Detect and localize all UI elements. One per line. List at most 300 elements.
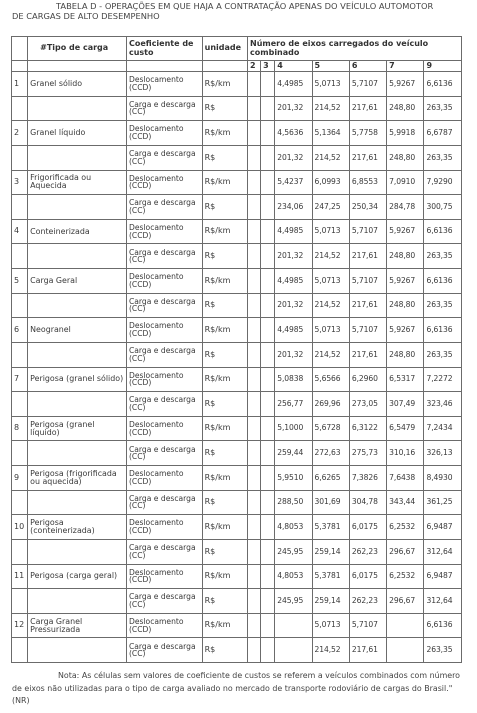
value-cell: 217,61	[349, 638, 386, 663]
value-cell: 248,80	[387, 244, 424, 269]
value-cell	[248, 244, 261, 269]
value-cell: 248,80	[387, 96, 424, 121]
value-cell: 6,6136	[424, 269, 462, 294]
row-number: 9	[12, 466, 28, 491]
value-cell: 310,16	[387, 441, 424, 466]
value-cell: 201,32	[275, 342, 312, 367]
table-row	[12, 145, 462, 170]
value-cell	[261, 367, 275, 392]
cargo-type	[28, 342, 127, 367]
value-cell	[261, 441, 275, 466]
value-cell	[261, 564, 275, 589]
value-cell: 5,9267	[387, 72, 424, 97]
cost-coefficient: Carga e descarga (CC)	[126, 96, 202, 121]
header-eixos: Número de eixos carregados do veículo combinado	[248, 37, 462, 61]
value-cell: 259,14	[312, 539, 349, 564]
value-cell	[261, 170, 275, 195]
value-cell: 262,23	[349, 539, 386, 564]
header-unidade: unidade	[202, 37, 247, 61]
table-row	[12, 219, 462, 244]
value-cell: 8,4930	[424, 466, 462, 491]
cost-coefficient: Deslocamento (CCD)	[126, 269, 202, 294]
value-cell: 5,0713	[312, 613, 349, 638]
value-cell: 6,6136	[424, 318, 462, 343]
row-number	[12, 490, 28, 515]
value-cell: 6,6136	[424, 219, 462, 244]
table-note	[12, 670, 468, 708]
table-body	[12, 72, 462, 663]
unit: R$	[202, 96, 247, 121]
value-cell: 201,32	[275, 96, 312, 121]
axle-header-5: 5	[312, 61, 349, 72]
value-cell	[261, 416, 275, 441]
cost-coefficient: Carga e descarga (CC)	[126, 392, 202, 417]
value-cell: 326,13	[424, 441, 462, 466]
value-cell	[248, 342, 261, 367]
table-row	[12, 515, 462, 540]
table-header	[12, 37, 462, 72]
unit: R$	[202, 638, 247, 663]
value-cell: 7,3826	[349, 466, 386, 491]
table-row	[12, 170, 462, 195]
cargo-type: Carga Geral	[28, 269, 127, 294]
value-cell: 7,2272	[424, 367, 462, 392]
value-cell: 214,52	[312, 96, 349, 121]
table-title-line-2: DE CARGAS DE ALTO DESEMPENHO	[12, 11, 160, 21]
table-row	[12, 293, 462, 318]
value-cell	[261, 121, 275, 146]
value-cell: 272,63	[312, 441, 349, 466]
value-cell: 4,4985	[275, 219, 312, 244]
value-cell	[248, 515, 261, 540]
cargo-type	[28, 195, 127, 220]
row-number	[12, 589, 28, 614]
value-cell: 5,6728	[312, 416, 349, 441]
axle-header-3: 3	[261, 61, 275, 72]
value-cell: 217,61	[349, 96, 386, 121]
header-blank	[12, 61, 28, 72]
unit: R$/km	[202, 72, 247, 97]
row-number	[12, 342, 28, 367]
value-cell: 262,23	[349, 589, 386, 614]
table-row	[12, 638, 462, 663]
row-number	[12, 293, 28, 318]
value-cell: 217,61	[349, 342, 386, 367]
cargo-type	[28, 96, 127, 121]
row-number	[12, 96, 28, 121]
table-row	[12, 96, 462, 121]
value-cell: 6,0175	[349, 564, 386, 589]
value-cell: 6,5317	[387, 367, 424, 392]
value-cell	[387, 638, 424, 663]
axle-header-9: 9	[424, 61, 462, 72]
value-cell	[248, 466, 261, 491]
value-cell: 263,35	[424, 638, 462, 663]
value-cell	[261, 589, 275, 614]
unit: R$/km	[202, 613, 247, 638]
cargo-type: Conteinerizada	[28, 219, 127, 244]
value-cell: 273,05	[349, 392, 386, 417]
value-cell: 245,95	[275, 589, 312, 614]
value-cell: 300,75	[424, 195, 462, 220]
value-cell: 312,64	[424, 539, 462, 564]
table-row	[12, 244, 462, 269]
value-cell: 263,35	[424, 342, 462, 367]
cost-coefficient: Carga e descarga (CC)	[126, 293, 202, 318]
header-index	[12, 37, 28, 61]
unit: R$/km	[202, 466, 247, 491]
value-cell	[248, 539, 261, 564]
cargo-type: Perigosa (carga geral)	[28, 564, 127, 589]
cost-coefficient: Deslocamento (CCD)	[126, 170, 202, 195]
value-cell: 5,0713	[312, 219, 349, 244]
value-cell: 214,52	[312, 342, 349, 367]
cost-coefficient: Carga e descarga (CC)	[126, 342, 202, 367]
value-cell: 5,7107	[349, 219, 386, 244]
value-cell	[248, 589, 261, 614]
value-cell: 5,3781	[312, 564, 349, 589]
value-cell: 5,7107	[349, 318, 386, 343]
value-cell: 259,14	[312, 589, 349, 614]
value-cell: 4,5636	[275, 121, 312, 146]
value-cell: 214,52	[312, 244, 349, 269]
table-title	[12, 1, 470, 21]
cost-coefficient: Deslocamento (CCD)	[126, 367, 202, 392]
unit: R$/km	[202, 564, 247, 589]
row-number: 8	[12, 416, 28, 441]
value-cell: 201,32	[275, 145, 312, 170]
value-cell: 5,9267	[387, 269, 424, 294]
axle-header-7: 7	[387, 61, 424, 72]
cargo-type: Neogranel	[28, 318, 127, 343]
cost-coefficient: Carga e descarga (CC)	[126, 195, 202, 220]
axle-header-2: 2	[248, 61, 261, 72]
value-cell: 6,6136	[424, 613, 462, 638]
unit: R$/km	[202, 515, 247, 540]
value-cell: 247,25	[312, 195, 349, 220]
value-cell: 269,96	[312, 392, 349, 417]
value-cell: 6,8553	[349, 170, 386, 195]
table-row	[12, 441, 462, 466]
table-row	[12, 318, 462, 343]
value-cell: 312,64	[424, 589, 462, 614]
value-cell: 6,3122	[349, 416, 386, 441]
value-cell	[248, 613, 261, 638]
cargo-type	[28, 441, 127, 466]
cargo-type	[28, 392, 127, 417]
value-cell: 296,67	[387, 539, 424, 564]
value-cell: 6,5479	[387, 416, 424, 441]
cargo-type	[28, 589, 127, 614]
cost-coefficient: Carga e descarga (CC)	[126, 638, 202, 663]
unit: R$	[202, 490, 247, 515]
value-cell: 296,67	[387, 589, 424, 614]
value-cell	[261, 195, 275, 220]
value-cell: 7,6438	[387, 466, 424, 491]
value-cell: 214,52	[312, 293, 349, 318]
table-row	[12, 539, 462, 564]
value-cell: 5,7107	[349, 269, 386, 294]
value-cell: 263,35	[424, 244, 462, 269]
cost-coefficient: Deslocamento (CCD)	[126, 466, 202, 491]
value-cell: 4,4985	[275, 269, 312, 294]
header-blank	[126, 61, 202, 72]
value-cell	[248, 318, 261, 343]
cost-coefficient: Deslocamento (CCD)	[126, 515, 202, 540]
header-coeficiente: Coeficiente de custo	[126, 37, 202, 61]
value-cell	[248, 416, 261, 441]
value-cell: 214,52	[312, 638, 349, 663]
unit: R$/km	[202, 318, 247, 343]
value-cell	[275, 638, 312, 663]
value-cell	[248, 145, 261, 170]
value-cell: 5,9510	[275, 466, 312, 491]
cargo-type	[28, 244, 127, 269]
value-cell: 248,80	[387, 145, 424, 170]
value-cell	[248, 121, 261, 146]
note-text: Nota: As células sem valores de coeficiente de custos se referem a veículos combinados com número de eixos não utilizadas para o tipo de carga avaliado no mercado de transporte rodoviário de cargas do Brasil." (NR)	[12, 671, 461, 705]
table-row	[12, 342, 462, 367]
header-blank	[202, 61, 247, 72]
value-cell: 5,9267	[387, 219, 424, 244]
value-cell	[261, 318, 275, 343]
value-cell	[248, 441, 261, 466]
value-cell: 5,7107	[349, 72, 386, 97]
value-cell	[248, 638, 261, 663]
header-tipo: #Tipo de carga	[28, 37, 127, 61]
cargo-type	[28, 145, 127, 170]
value-cell: 259,44	[275, 441, 312, 466]
cost-coefficient: Carga e descarga (CC)	[126, 490, 202, 515]
value-cell: 6,2960	[349, 367, 386, 392]
cost-coefficient: Deslocamento (CCD)	[126, 121, 202, 146]
row-number: 11	[12, 564, 28, 589]
value-cell	[261, 72, 275, 97]
value-cell: 6,0175	[349, 515, 386, 540]
row-number	[12, 441, 28, 466]
cargo-type	[28, 490, 127, 515]
cargo-type	[28, 293, 127, 318]
value-cell: 217,61	[349, 145, 386, 170]
unit: R$/km	[202, 416, 247, 441]
value-cell: 5,9267	[387, 318, 424, 343]
value-cell: 275,73	[349, 441, 386, 466]
cost-coefficient: Carga e descarga (CC)	[126, 589, 202, 614]
cargo-type	[28, 638, 127, 663]
row-number: 6	[12, 318, 28, 343]
value-cell	[261, 515, 275, 540]
cost-coefficient: Carga e descarga (CC)	[126, 244, 202, 269]
value-cell: 256,77	[275, 392, 312, 417]
value-cell: 201,32	[275, 244, 312, 269]
table-title-line-1: TABELA D - OPERAÇÕES EM QUE HAJA A CONTRATAÇÃO APENAS DO VEÍCULO AUTOMOTOR	[56, 1, 434, 11]
value-cell: 263,35	[424, 145, 462, 170]
value-cell: 288,50	[275, 490, 312, 515]
cost-coefficient: Deslocamento (CCD)	[126, 72, 202, 97]
cargo-type: Granel líquido	[28, 121, 127, 146]
value-cell	[261, 96, 275, 121]
value-cell: 7,0910	[387, 170, 424, 195]
value-cell	[248, 195, 261, 220]
table-row	[12, 392, 462, 417]
value-cell: 301,69	[312, 490, 349, 515]
unit: R$/km	[202, 269, 247, 294]
table-row	[12, 613, 462, 638]
value-cell	[248, 96, 261, 121]
value-cell: 6,6136	[424, 72, 462, 97]
unit: R$/km	[202, 367, 247, 392]
unit: R$	[202, 539, 247, 564]
row-number	[12, 195, 28, 220]
value-cell	[248, 564, 261, 589]
value-cell: 4,4985	[275, 318, 312, 343]
value-cell: 217,61	[349, 244, 386, 269]
cargo-type: Carga Granel Pressurizada	[28, 613, 127, 638]
value-cell	[248, 392, 261, 417]
value-cell: 245,95	[275, 539, 312, 564]
value-cell: 214,52	[312, 145, 349, 170]
row-number	[12, 638, 28, 663]
cost-coefficient: Deslocamento (CCD)	[126, 318, 202, 343]
value-cell	[248, 367, 261, 392]
cargo-type: Perigosa (conteinerizada)	[28, 515, 127, 540]
cargo-type: Perigosa (granel líquido)	[28, 416, 127, 441]
row-number: 7	[12, 367, 28, 392]
value-cell	[261, 219, 275, 244]
value-cell: 4,8053	[275, 515, 312, 540]
value-cell: 6,6265	[312, 466, 349, 491]
value-cell: 4,4985	[275, 72, 312, 97]
unit: R$	[202, 441, 247, 466]
unit: R$/km	[202, 121, 247, 146]
table-row	[12, 121, 462, 146]
cargo-type: Granel sólido	[28, 72, 127, 97]
value-cell	[261, 613, 275, 638]
cost-coefficient: Deslocamento (CCD)	[126, 416, 202, 441]
value-cell: 5,0713	[312, 72, 349, 97]
unit: R$/km	[202, 170, 247, 195]
value-cell: 323,46	[424, 392, 462, 417]
value-cell: 263,35	[424, 293, 462, 318]
row-number: 2	[12, 121, 28, 146]
value-cell: 284,78	[387, 195, 424, 220]
cost-coefficient: Deslocamento (CCD)	[126, 219, 202, 244]
value-cell: 6,6787	[424, 121, 462, 146]
value-cell: 5,1364	[312, 121, 349, 146]
value-cell	[261, 293, 275, 318]
row-number	[12, 145, 28, 170]
value-cell	[261, 244, 275, 269]
cargo-type: Perigosa (frigorificada ou aquecida)	[28, 466, 127, 491]
row-number: 5	[12, 269, 28, 294]
unit: R$	[202, 244, 247, 269]
value-cell: 5,7758	[349, 121, 386, 146]
value-cell: 6,9487	[424, 515, 462, 540]
value-cell	[248, 269, 261, 294]
value-cell: 5,3781	[312, 515, 349, 540]
cost-coefficient: Deslocamento (CCD)	[126, 564, 202, 589]
value-cell: 6,2532	[387, 564, 424, 589]
axle-header-6: 6	[349, 61, 386, 72]
row-number	[12, 392, 28, 417]
value-cell: 361,25	[424, 490, 462, 515]
value-cell	[261, 490, 275, 515]
value-cell: 234,06	[275, 195, 312, 220]
row-number: 3	[12, 170, 28, 195]
row-number: 10	[12, 515, 28, 540]
value-cell: 307,49	[387, 392, 424, 417]
value-cell	[248, 219, 261, 244]
value-cell: 248,80	[387, 293, 424, 318]
cost-coefficient: Deslocamento (CCD)	[126, 613, 202, 638]
value-cell	[248, 490, 261, 515]
unit: R$/km	[202, 219, 247, 244]
value-cell	[261, 392, 275, 417]
value-cell: 5,0713	[312, 318, 349, 343]
value-cell: 263,35	[424, 96, 462, 121]
value-cell: 7,2434	[424, 416, 462, 441]
table-row	[12, 367, 462, 392]
value-cell: 6,2532	[387, 515, 424, 540]
value-cell	[248, 72, 261, 97]
value-cell: 250,34	[349, 195, 386, 220]
header-blank	[28, 61, 127, 72]
value-cell	[248, 170, 261, 195]
value-cell: 304,78	[349, 490, 386, 515]
cargo-type	[28, 539, 127, 564]
axle-header-4: 4	[275, 61, 312, 72]
value-cell: 5,0838	[275, 367, 312, 392]
value-cell: 6,9487	[424, 564, 462, 589]
unit: R$	[202, 293, 247, 318]
value-cell: 7,9290	[424, 170, 462, 195]
cost-coefficient: Carga e descarga (CC)	[126, 441, 202, 466]
value-cell	[261, 539, 275, 564]
value-cell: 5,6566	[312, 367, 349, 392]
value-cell: 5,9918	[387, 121, 424, 146]
value-cell: 5,1000	[275, 416, 312, 441]
unit: R$	[202, 195, 247, 220]
value-cell: 343,44	[387, 490, 424, 515]
table-row	[12, 195, 462, 220]
table-row	[12, 589, 462, 614]
unit: R$	[202, 589, 247, 614]
value-cell	[275, 613, 312, 638]
value-cell: 4,8053	[275, 564, 312, 589]
row-number: 1	[12, 72, 28, 97]
value-cell: 248,80	[387, 342, 424, 367]
row-number: 4	[12, 219, 28, 244]
value-cell: 201,32	[275, 293, 312, 318]
cargo-type: Perigosa (granel sólido)	[28, 367, 127, 392]
cost-coefficient: Carga e descarga (CC)	[126, 539, 202, 564]
value-cell: 6,0993	[312, 170, 349, 195]
table-row	[12, 490, 462, 515]
unit: R$	[202, 342, 247, 367]
row-number	[12, 244, 28, 269]
value-cell: 217,61	[349, 293, 386, 318]
value-cell	[387, 613, 424, 638]
cargo-type: Frigorificada ou Aquecida	[28, 170, 127, 195]
value-cell: 5,0713	[312, 269, 349, 294]
unit: R$	[202, 392, 247, 417]
value-cell	[261, 145, 275, 170]
value-cell	[261, 342, 275, 367]
value-cell: 5,7107	[349, 613, 386, 638]
table-row	[12, 416, 462, 441]
cost-coefficient: Carga e descarga (CC)	[126, 145, 202, 170]
row-number	[12, 539, 28, 564]
